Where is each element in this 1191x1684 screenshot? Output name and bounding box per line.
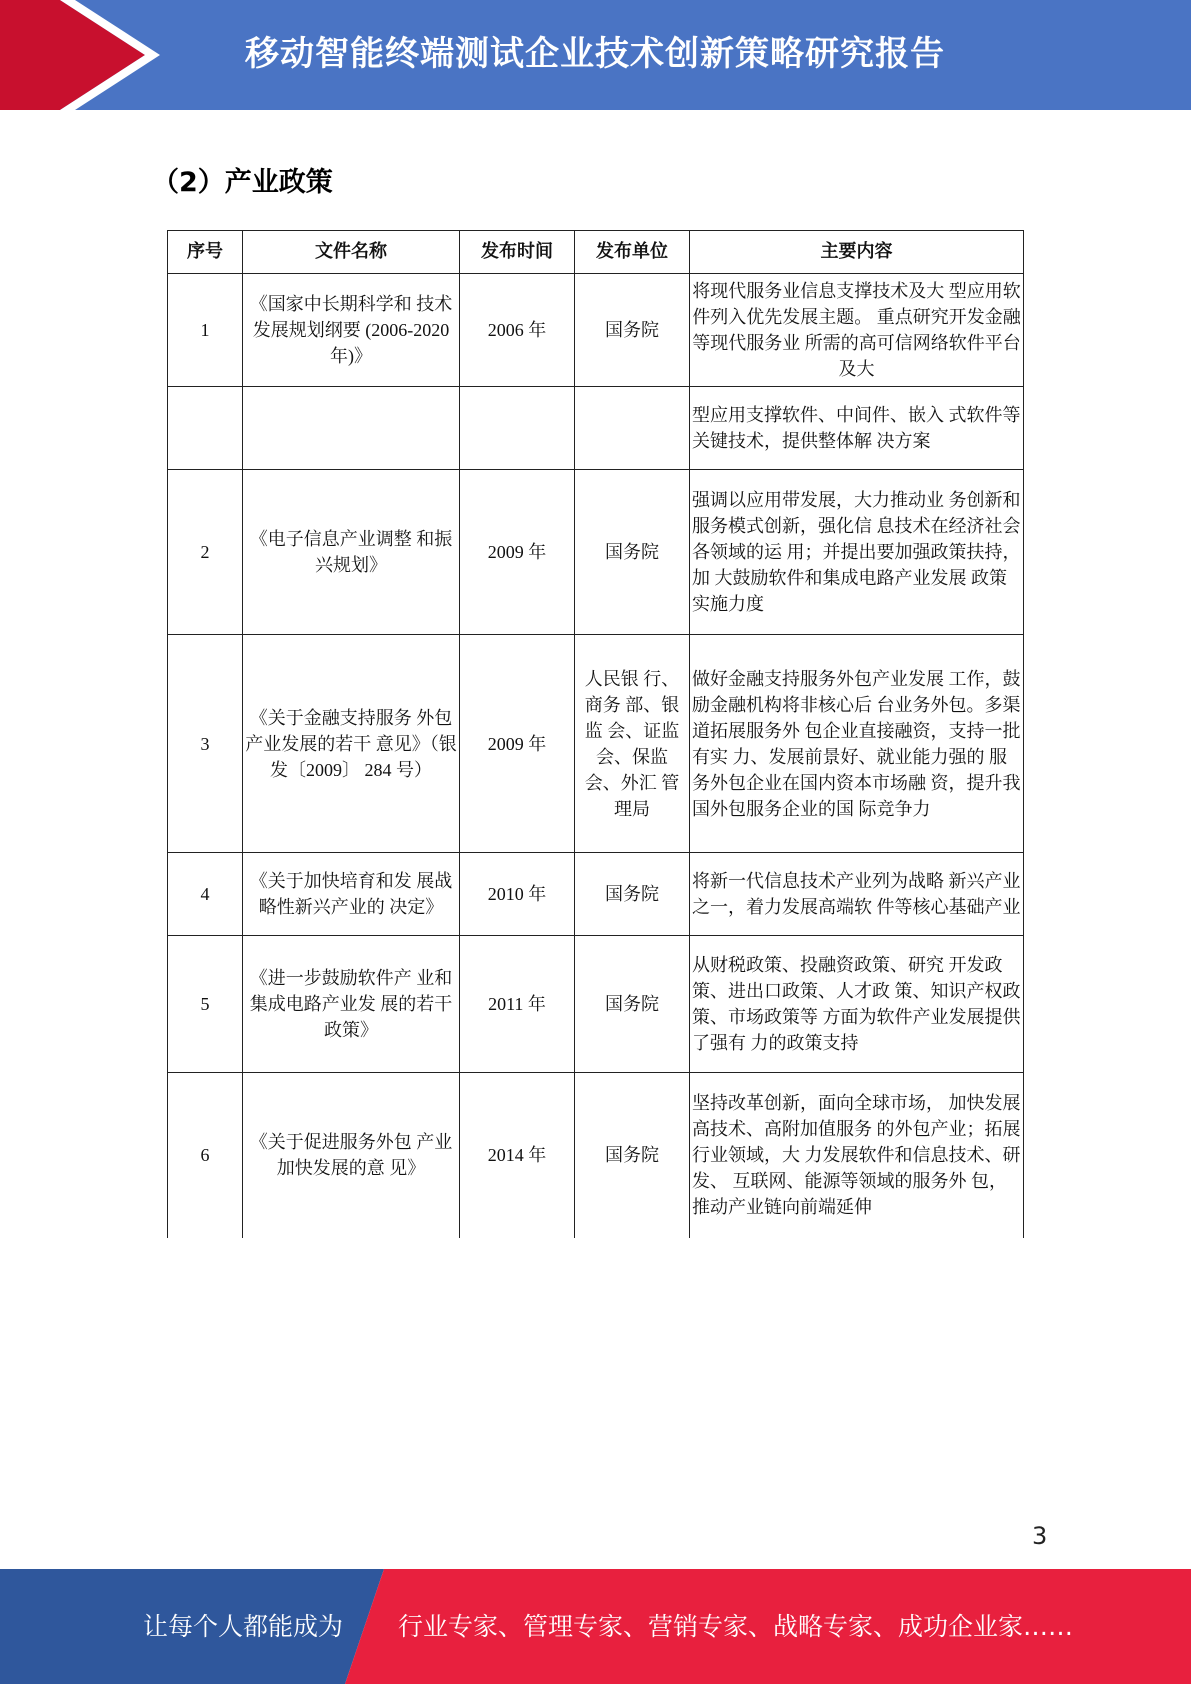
row-no: 2 — [168, 470, 243, 635]
header-content: 主要内容 — [690, 231, 1024, 274]
row-content: 从财税政策、投融资政策、研究 开发政策、进出口政策、人才政 策、知识产权政策、市场政策等 方面为软件产业发展提供了强有 力的政策支持 — [690, 936, 1024, 1073]
row-date: 2014 年 — [460, 1073, 575, 1238]
header-issuer: 发布单位 — [575, 231, 690, 274]
table-row — [168, 635, 1024, 853]
page-number: 3 — [1032, 1522, 1048, 1550]
row-content: 将现代服务业信息支撑技术及大 型应用软件列入优先发展主题。 重点研究开发金融等现代服务业 所需的高可信网络软件平台及大 — [690, 274, 1024, 387]
row-issuer — [575, 387, 690, 470]
table-row — [168, 936, 1024, 1073]
table-row — [168, 470, 1024, 635]
row-name — [243, 387, 460, 470]
table-row — [168, 853, 1024, 936]
footer-band — [0, 1569, 1191, 1684]
row-name: 《国家中长期科学和 技术发展规划纲要 (2006-2020 年)》 — [243, 274, 460, 387]
header-name: 文件名称 — [243, 231, 460, 274]
row-date: 2011 年 — [460, 936, 575, 1073]
row-no: 1 — [168, 274, 243, 387]
row-content: 将新一代信息技术产业列为战略 新兴产业之一，着力发展高端软 件等核心基础产业 — [690, 853, 1024, 936]
header-band — [0, 0, 1191, 110]
header-date: 发布时间 — [460, 231, 575, 274]
row-issuer: 国务院 — [575, 1073, 690, 1238]
row-no: 6 — [168, 1073, 243, 1238]
row-date — [460, 387, 575, 470]
row-content: 做好金融支持服务外包产业发展 工作，鼓励金融机构将非核心后 台业务外包。多渠道拓展服务外 包企业直接融资，支持一批有实 力、发展前景好、就业能力强的 服务外包企业在国内资本市场融 资，提升我国外包服务企业的国 际竞争力 — [690, 635, 1024, 853]
table-header-row — [168, 231, 1024, 274]
row-name: 《电子信息产业调整 和振兴规划》 — [243, 470, 460, 635]
table-row — [168, 387, 1024, 470]
row-date: 2010 年 — [460, 853, 575, 936]
row-date: 2009 年 — [460, 470, 575, 635]
table-row — [168, 274, 1024, 387]
row-date: 2009 年 — [460, 635, 575, 853]
row-name: 《关于促进服务外包 产业加快发展的意 见》 — [243, 1073, 460, 1238]
row-name: 《进一步鼓励软件产 业和集成电路产业发 展的若干政策》 — [243, 936, 460, 1073]
row-issuer: 人民银 行、商务 部、银监 会、证监 会、保监 会、外汇 管理局 — [575, 635, 690, 853]
footer-slogan-right: 行业专家、管理专家、营销专家、战略专家、成功企业家…… — [398, 1612, 1074, 1641]
header-no: 序号 — [168, 231, 243, 274]
header-title: 移动智能终端测试企业技术创新策略研究报告 — [245, 34, 945, 74]
row-no: 5 — [168, 936, 243, 1073]
row-content: 坚持改革创新，面向全球市场， 加快发展高技术、高附加值服务 的外包产业；拓展行业领域，大 力发展软件和信息技术、研发、 互联网、能源等领域的服务外 包，推动产业链向前端延伸 — [690, 1073, 1024, 1238]
row-issuer: 国务院 — [575, 470, 690, 635]
table-row — [168, 1073, 1024, 1238]
row-content: 型应用支撑软件、中间件、嵌入 式软件等关键技术，提供整体解 决方案 — [690, 387, 1024, 470]
row-name: 《关于金融支持服务 外包产业发展的若干 意见》（银发〔2009〕 284 号） — [243, 635, 460, 853]
row-name: 《关于加快培育和发 展战略性新兴产业的 决定》 — [243, 853, 460, 936]
row-date: 2006 年 — [460, 274, 575, 387]
row-no — [168, 387, 243, 470]
footer-slogan-left: 让每个人都能成为 — [143, 1612, 344, 1641]
row-content: 强调以应用带发展，大力推动业 务创新和服务模式创新，强化信 息技术在经济社会各领域的运 用；并提出要加强政策扶持，加 大鼓励软件和集成电路产业发展 政策实施力度 — [690, 470, 1024, 635]
row-issuer: 国务院 — [575, 853, 690, 936]
row-no: 4 — [168, 853, 243, 936]
section-title: （2）产业政策 — [152, 167, 333, 198]
row-issuer: 国务院 — [575, 274, 690, 387]
row-issuer: 国务院 — [575, 936, 690, 1073]
row-no: 3 — [168, 635, 243, 853]
policy-table — [167, 230, 1024, 1238]
